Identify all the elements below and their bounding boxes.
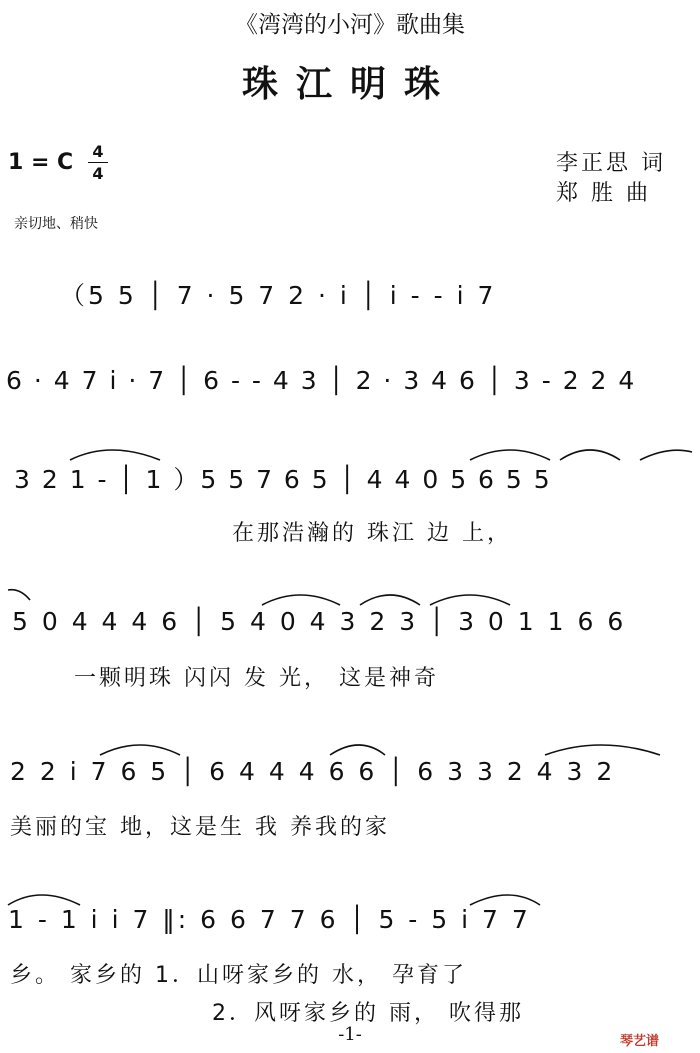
lyrics-line-6-verse-1: 乡。 家乡的 1．山呀家乡的 水， 孕育了 xyxy=(10,963,467,988)
time-sig-bottom: 4 xyxy=(92,164,104,183)
lyrics-line-6-verse-2: 2．风呀家乡的 雨， 吹得那 xyxy=(212,1001,524,1026)
notation-line-6: 1 - 1 i i 7 ‖: 6 6 7 7 6 │ 5 - 5 i 7 7 xyxy=(8,905,531,934)
lyrics-line-3: 在那浩瀚的 珠江 边 上， xyxy=(232,521,512,546)
page-number: -1- xyxy=(338,1024,362,1045)
lyrics-line-4: 一颗明珠 闪闪 发 光， 这是神奇 xyxy=(74,666,439,691)
notation-line-5: 2 2 i 7 6 5 │ 6 4 4 4 6 6 │ 6 3 3 2 4 3 2 xyxy=(10,757,616,786)
notation-line-1: （5 5 │ 7 · 5 7 2 · i │ i - - i 7 xyxy=(60,281,497,310)
time-sig-top: 4 xyxy=(92,142,104,161)
lyricist-credit: 李正思 词 xyxy=(556,151,666,176)
notation-line-4: 5 0 4 4 4 6 │ 5 4 0 4 3 2 3 │ 3 0 1 1 6 6 xyxy=(12,607,627,636)
song-title: 珠江明珠 xyxy=(241,64,458,105)
tempo-marking: 亲切地、稍快 xyxy=(14,216,98,232)
lyrics-line-5: 美丽的宝 地，这是生 我 养我的家 xyxy=(10,815,390,840)
collection-title: 《湾湾的小河》歌曲集 xyxy=(235,12,465,38)
watermark-logo: 琴艺谱 xyxy=(620,1034,660,1049)
key-signature: 1 = C xyxy=(8,150,74,175)
composer-credit: 郑 胜 曲 xyxy=(556,181,651,206)
notation-line-2: 6 · 4 7 i · 7 │ 6 - - 4 3 │ 2 · 3 4 6 │ 3 - 2 2 4 xyxy=(6,366,637,395)
notation-line-3: 3 2 1 - │ 1 ）5 5 7 6 5 │ 4 4 0 5 6 5 5 xyxy=(14,465,552,494)
